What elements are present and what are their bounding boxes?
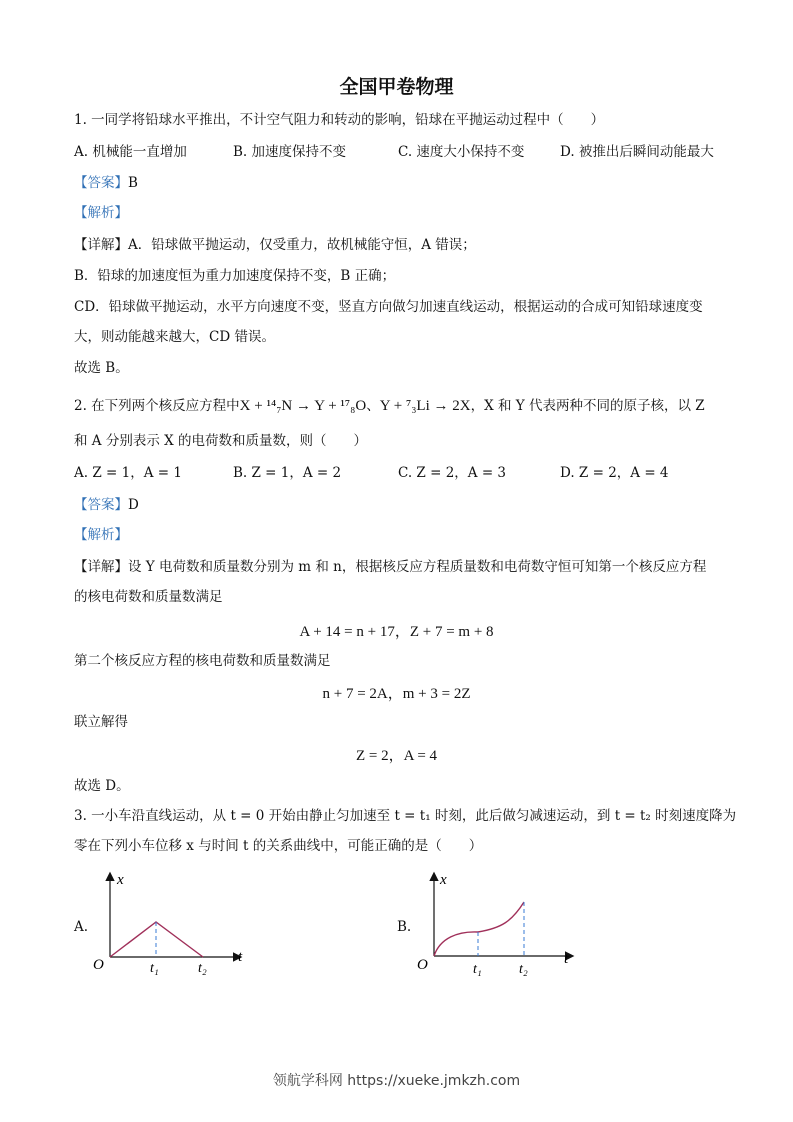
- q2-option-b: B. Z = 1，A = 2: [233, 465, 342, 481]
- t1-label: t₁: [150, 961, 159, 976]
- q1-detail-line: 故选 B。: [74, 360, 129, 376]
- y-axis-label: x: [440, 872, 447, 888]
- q1-option-c: C. 速度大小保持不变: [398, 144, 525, 160]
- q2-text-line: 第二个核反应方程的核电荷数和质量数满足: [74, 653, 331, 669]
- q2-text-line: 联立解得: [74, 714, 128, 730]
- t2-label: t₂: [519, 962, 528, 977]
- y-axis-label: x: [117, 872, 124, 888]
- q3-stem-line1: 3. 一小车沿直线运动，从 t = 0 开始由静止匀加速至 t = t₁ 时刻，此后做匀减速运动，到 t = t₂ 时刻速度降为: [74, 808, 737, 824]
- q2-equation-b: Y + ⁷₃Li → 2X: [379, 398, 471, 414]
- answer-value: B: [128, 175, 138, 191]
- q2-stem: [74, 396, 705, 416]
- q1-detail-line: B．铅球的加速度恒为重力加速度保持不变，B 正确；: [74, 268, 396, 284]
- q2-detail-line: 【详解】设 Y 电荷数和质量数分别为 m 和 n，根据核反应方程质量数和电荷数守恒可知第一个核反应方程: [74, 559, 707, 575]
- origin-label: O: [417, 957, 428, 973]
- q1-analysis-tag: 【解析】: [74, 205, 128, 221]
- q2-conclusion: 故选 D。: [74, 778, 130, 794]
- q3-graph-b-label: B.: [397, 919, 412, 935]
- answer-tag: 【答案】: [74, 497, 128, 513]
- x-axis-label: t: [564, 951, 569, 967]
- q1-detail-line: 大，则动能越来越大，CD 错误。: [74, 329, 275, 345]
- q2-option-a: A. Z = 1，A = 1: [74, 465, 182, 481]
- q1-detail-line: CD．铅球做平抛运动，水平方向速度不变，竖直方向做匀加速直线运动，根据运动的合成可知铅球速度变: [74, 299, 703, 315]
- t1-label: t₁: [473, 962, 482, 977]
- q3-stem-line2: 零在下列小车位移 x 与时间 t 的关系曲线中，可能正确的是（ ）: [74, 838, 483, 854]
- answer-tag: 【答案】: [74, 175, 128, 191]
- q2-stem-suffix: ，X 和 Y 代表两种不同的原子核，以 Z: [470, 398, 705, 414]
- t2-label: t₂: [198, 961, 207, 976]
- q1-detail-line: 【详解】A．铅球做平抛运动，仅受重力，故机械能守恒，A 错误；: [74, 237, 476, 253]
- page-title: 全国甲卷物理: [339, 76, 454, 98]
- q1-answer: [74, 173, 138, 193]
- q2-option-d: D. Z = 2，A = 4: [560, 465, 669, 481]
- q1-option-d: D. 被推出后瞬间动能最大: [560, 144, 714, 160]
- q2-equation-2: n + 7 = 2A，m + 3 = 2Z: [322, 686, 471, 702]
- x-axis-label: t: [238, 949, 243, 965]
- q2-stem-prefix: 2. 在下列两个核反应方程中: [74, 398, 240, 414]
- q3-graph-b: [412, 866, 587, 980]
- q1-stem: 1. 一同学将铅球水平推出，不计空气阻力和转动的影响，铅球在平抛运动过程中（ ）: [74, 112, 605, 128]
- q3-graph-a: [88, 868, 258, 978]
- q2-detail-line: 的核电荷数和质量数满足: [74, 589, 223, 605]
- q2-option-c: C. Z = 2，A = 3: [398, 465, 507, 481]
- answer-value: D: [128, 497, 139, 513]
- origin-label: O: [93, 957, 104, 973]
- q2-equation-3: Z = 2，A = 4: [355, 748, 438, 764]
- q2-analysis-tag: 【解析】: [74, 527, 128, 543]
- q2-equation-a: X + ¹⁴₇N → Y + ¹⁷₈O: [239, 398, 367, 414]
- displacement-curve: [434, 902, 524, 956]
- q1-option-b: B. 加速度保持不变: [233, 144, 347, 160]
- page-footer: 领航学科网 https://xueke.jmkzh.com: [272, 1073, 521, 1089]
- q1-option-a: A. 机械能一直增加: [74, 144, 187, 160]
- q3-graph-a-label: A.: [74, 919, 89, 935]
- q2-equation-sep: 、: [366, 398, 380, 414]
- q2-equation-1: A + 14 = n + 17，Z + 7 = m + 8: [299, 624, 494, 640]
- q2-answer: [74, 495, 139, 515]
- q2-stem-line2: 和 A 分别表示 X 的电荷数和质量数，则（ ）: [74, 433, 368, 449]
